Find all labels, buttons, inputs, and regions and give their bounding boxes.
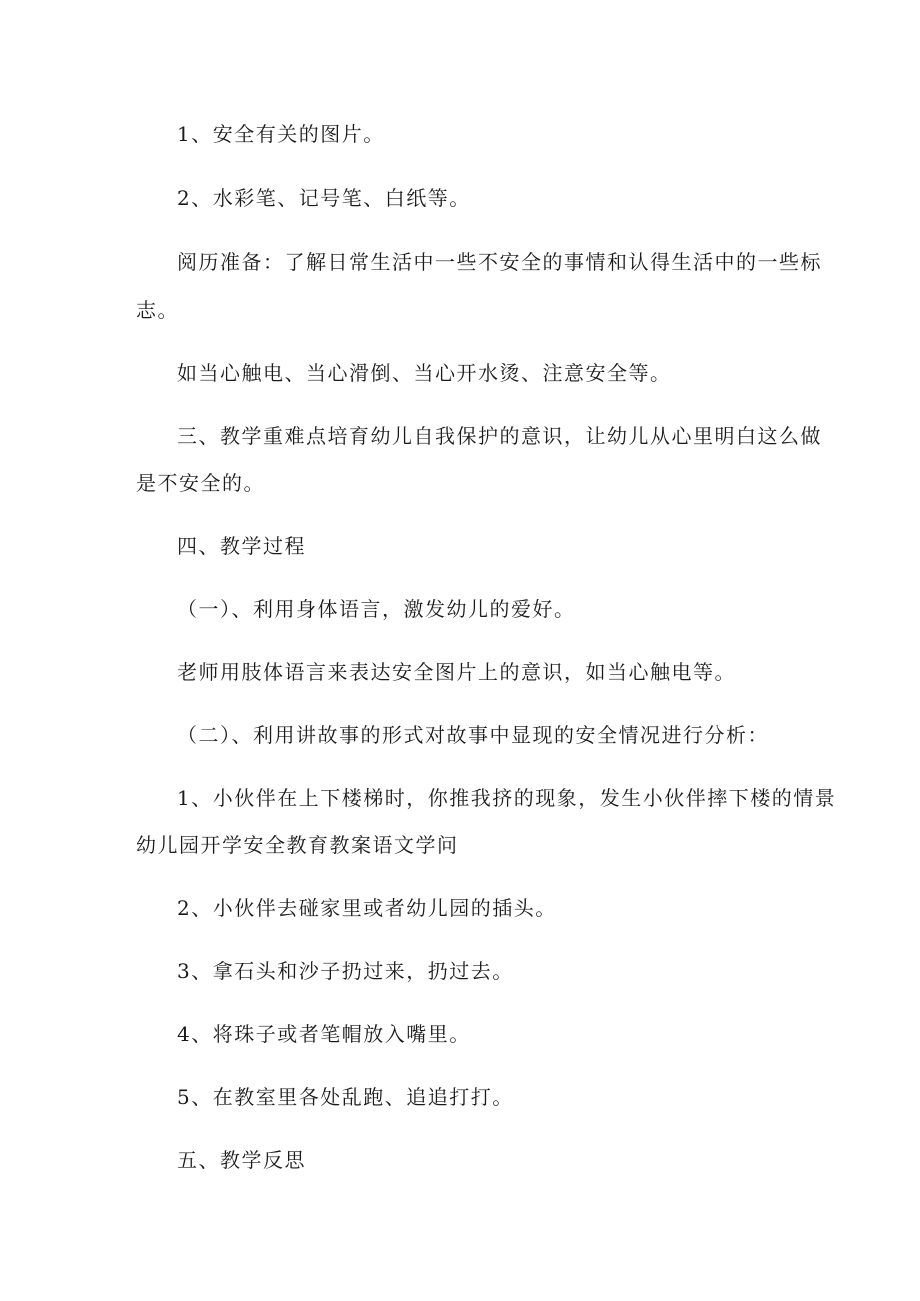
section-heading-3-continued: 是不安全的。 xyxy=(136,471,265,495)
list-item-stairs: 1、小伙伴在上下楼梯时，你推我挤的现象，发生小伙伴摔下楼的情景 xyxy=(177,786,837,810)
list-item-plug: 2、小伙伴去碰家里或者幼儿园的插头。 xyxy=(177,896,557,920)
paragraph-signs: 如当心触电、当心滑倒、当心开水烫、注意安全等。 xyxy=(177,361,672,385)
list-item-stones: 3、拿石头和沙子扔过来，扔过去。 xyxy=(177,959,514,983)
list-item-2: 2、水彩笔、记号笔、白纸等。 xyxy=(177,186,471,210)
paragraph-body-language: 老师用肢体语言来表达安全图片上的意识，如当心触电等。 xyxy=(177,660,736,684)
list-item-1: 1、安全有关的图片。 xyxy=(177,122,385,146)
section-heading-5: 五、教学反思 xyxy=(177,1148,306,1172)
paragraph-preparation: 阅历准备：了解日常生活中一些不安全的事情和认得生活中的一些标 xyxy=(177,250,822,274)
list-item-beads: 4、将珠子或者笔帽放入嘴里。 xyxy=(177,1022,471,1046)
section-heading-3: 三、教学重难点培育幼儿自我保护的意识，让幼儿从心里明白这么做 xyxy=(177,424,822,448)
subsection-heading-1: （一）、利用身体语言，激发幼儿的爱好。 xyxy=(177,597,576,621)
section-heading-4: 四、教学过程 xyxy=(177,534,306,558)
list-item-running: 5、在教室里各处乱跑、追追打打。 xyxy=(177,1085,514,1109)
list-item-stairs-continued: 幼儿园开学安全教育教案语文学问 xyxy=(136,833,459,857)
paragraph-preparation-continued: 志。 xyxy=(136,298,179,322)
subsection-heading-2: （二）、利用讲故事的形式对故事中显现的安全情况进行分析： xyxy=(177,723,769,747)
